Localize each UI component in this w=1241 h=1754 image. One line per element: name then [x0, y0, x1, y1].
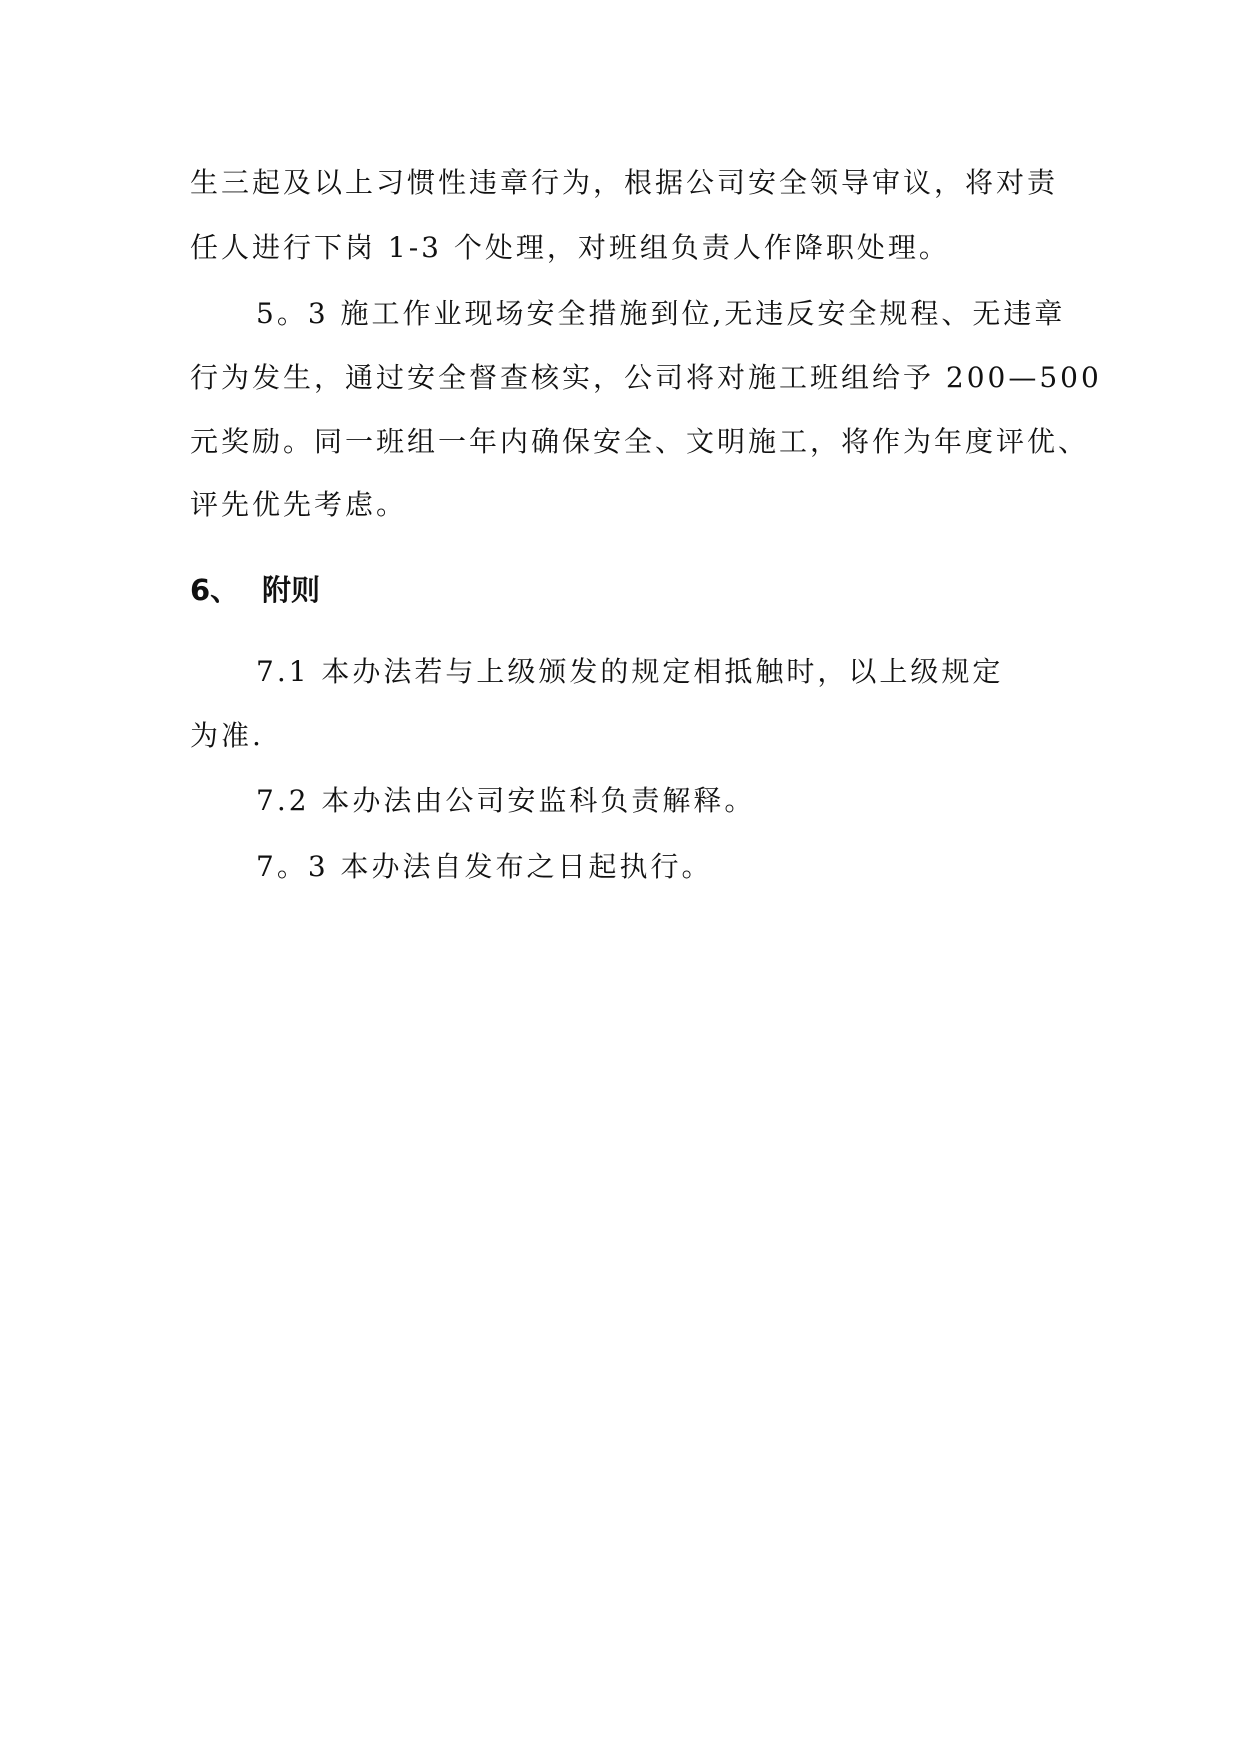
- paragraph-line: 元奖励。同一班组一年内确保安全、文明施工，将作为年度评优、: [190, 425, 1090, 458]
- paragraph-7-3-line: 7。3 本办法自发布之日起执行。: [256, 850, 713, 883]
- section-heading: [190, 570, 320, 610]
- paragraph-line: 生三起及以上习惯性违章行为，根据公司安全领导审议，将对责: [190, 166, 1059, 199]
- section-number: 6、: [190, 573, 240, 607]
- paragraph-7-1-line: 7.1 本办法若与上级颁发的规定相抵触时，以上级规定: [256, 655, 1004, 688]
- section-title: 附则: [262, 573, 321, 607]
- paragraph-line: 行为发生，通过安全督查核实，公司将对施工班组给予 200—500: [190, 361, 1102, 394]
- paragraph-line: 任人进行下岗 1-3 个处理，对班组负责人作降职处理。: [190, 231, 950, 264]
- paragraph-line: 评先优先考虑。: [190, 488, 408, 521]
- paragraph-line: 为准.: [190, 719, 264, 752]
- paragraph-5-3-line: 5。3 施工作业现场安全措施到位,无违反安全规程、无违章: [256, 297, 1066, 330]
- paragraph-7-2-line: 7.2 本办法由公司安监科负责解释。: [256, 784, 756, 817]
